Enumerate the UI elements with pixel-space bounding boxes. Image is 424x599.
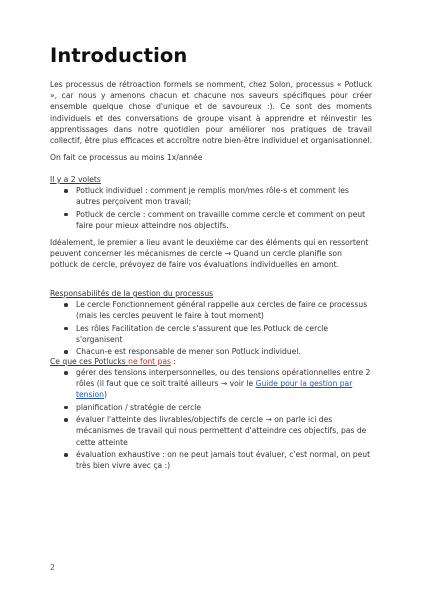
frequency-note: On fait ce processus au moins 1x/année bbox=[50, 153, 203, 162]
volets-list bbox=[50, 185, 374, 232]
intro-paragraph: Les processus de rétroaction formels se nomment, chez Solon, processus « Potluck », car nous y amenons chacun et chacune nos saveurs spécifiques pour créer ensemble quelque chose d'unique et de savoureux :). Ce sont des moments individuels et des conversations de groupe visant à apprendre et réinvestir les apprentissages dans notre quotidien pour améliorer nos pratiques de travail collectif, être plus efficaces et accroître notre bien-être individuel et organisationnel. bbox=[50, 80, 372, 146]
bullet-icon bbox=[64, 453, 68, 457]
bullet-icon bbox=[64, 327, 68, 331]
page-title: Introduction bbox=[50, 44, 188, 67]
bullet-icon bbox=[64, 189, 68, 193]
list-item: gérer des tensions interpersonnelles, ou des tensions opérationnelles entre 2 rôles (il faut que ce soit traité ailleurs → voir le Guide pour la gestion par tension) bbox=[50, 367, 374, 401]
negatif-heading: Ce que ces Potlucks ne font pas : bbox=[50, 357, 176, 366]
guide-gestion-tension-link[interactable]: Guide pour la gestion par tension bbox=[76, 379, 353, 400]
responsabilites-list bbox=[50, 299, 374, 359]
list-item: planification / stratégie de cercle bbox=[50, 402, 374, 413]
list-item: évaluer l'atteinte des livrables/objectifs de cercle → on parle ici des mécanismes de travail qui nous permettent d'atteindre ces objectifs, pas de cette atteinte bbox=[50, 414, 374, 448]
responsabilites-heading: Responsabilités de la gestion du processus bbox=[50, 289, 214, 298]
list-item: Chacun-e est responsable de mener son Potluck individuel. bbox=[50, 346, 374, 357]
bullet-icon bbox=[64, 350, 68, 354]
negatif-list bbox=[50, 367, 374, 473]
volets-heading: Il y a 2 volets bbox=[50, 175, 101, 184]
bullet-icon bbox=[64, 213, 68, 217]
list-item: Potluck de cercle : comment on travaille comme cercle et comment on peut faire pour mieux atteindre nos objectifs. bbox=[50, 209, 374, 231]
bullet-icon bbox=[64, 406, 68, 410]
page-number: 2 bbox=[50, 563, 55, 572]
bullet-icon bbox=[64, 371, 68, 375]
list-item: Potluck individuel : comment je remplis mon/mes rôle-s et comment les autres perçoivent mon travail; bbox=[50, 185, 374, 207]
volets-explanation: Idéalement, le premier a lieu avant le deuxième car des éléments qui en ressortent peuvent concerner les mécanismes de cercle → Quand un cercle planifie son potluck de cercle, prévoyez de faire vos évaluations individuelles en amont. bbox=[50, 238, 369, 270]
list-item: évaluation exhaustive : on ne peut jamais tout évaluer, c'est normal, on peut très bien vivre avec ça :) bbox=[50, 449, 374, 471]
list-item: Les rôles Facilitation de cercle s'assurent que les Potluck de cercle s'organisent bbox=[50, 323, 374, 345]
list-item: Le cercle Fonctionnement général rappelle aux cercles de faire ce processus (mais les cercles peuvent le faire à tout moment) bbox=[50, 299, 374, 321]
bullet-icon bbox=[64, 418, 68, 422]
bullet-icon bbox=[64, 303, 68, 307]
